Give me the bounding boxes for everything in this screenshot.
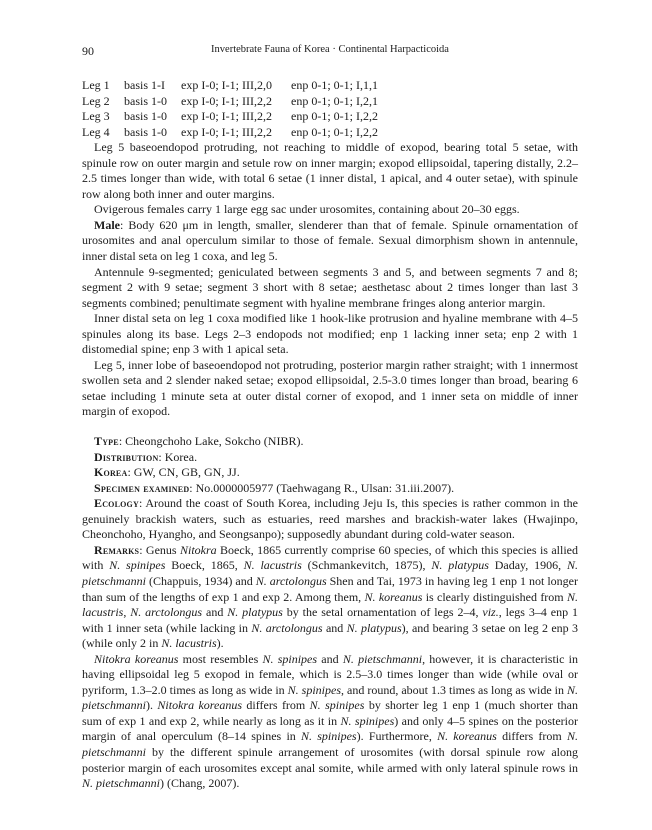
taxon-name: N. spinipes	[301, 729, 357, 744]
text-run: and	[317, 651, 343, 666]
paragraph-leg5-female: Leg 5 baseoendopod protruding, not reaching to middle of exopod, bearing total 5 setae, with spinule row on outer margin and setule row on inner margin; exopod ellipsoidal, tapering distally, 2.2–2.5 times longer than wide, with total 6 setae (1 inner distal, 1 apical, and 4 outer setae), with spinule row along both inner and outer margins.	[82, 140, 578, 201]
taxon-name: N. arctolongus	[251, 620, 323, 635]
remarks-paragraph-2	[82, 652, 578, 792]
distribution-label: Distribution	[94, 449, 159, 464]
distribution-text: : Korea.	[158, 449, 198, 464]
paragraph-leg5-male: Leg 5, inner lobe of baseoendopod not protruding, posterior margin rather straight; with 1 innermost swollen seta and 2 slender naked setae; exopod ellipsoidal, 2.5-3.0 times longer than broad, bearing 6 setae including 1 minute seta at outer distal corner of exopod, and 1 inner seta on middle of inner margin of exopod.	[82, 357, 578, 419]
taxon-name: N. lacustris	[243, 558, 302, 573]
taxon-name: N. koreanus	[437, 729, 497, 744]
taxon-name: viz.	[482, 605, 499, 620]
type-label: Type	[94, 434, 119, 449]
type-line	[82, 434, 578, 450]
taxon-name: N. pietschmanni	[82, 558, 579, 588]
korea-text: : GW, CN, GB, GN, JJ.	[127, 465, 240, 480]
leg-cell-basis: basis 1-0	[124, 93, 167, 108]
leg-cell-enp: enp 0-1; 0-1; I,1,1	[291, 78, 378, 92]
taxon-name: N. spinipes	[309, 698, 365, 713]
taxon-name: N. platypus	[431, 558, 489, 573]
taxon-name: N. pietschmanni	[82, 729, 578, 759]
text-run: ) (Chang, 2007).	[160, 776, 240, 791]
taxon-name: Nitokra koreanus	[157, 698, 243, 713]
text-run: by shorter leg 1 enp 1 (much shorter than sum of exp 1 and exp 2, while nearly as long as it in	[82, 698, 578, 728]
text-run: ).	[146, 698, 158, 713]
leg-cell-enp: enp 0-1; 0-1; I,2,2	[291, 124, 378, 139]
paragraph-inner-distal-seta: Inner distal seta on leg 1 coxa modified like 1 hook-like protrusion and hyaline membrane with 4–5 spinules along its base. Legs 2–3 endopods not modified; enp 1 lacking inner seta; enp 2 with 1 distomedial spine; enp 3 with 1 apical seta.	[82, 311, 578, 357]
paragraph-antennule: Antennule 9-segmented; geniculated between segments 3 and 5, and between segments 7 and 8; segment 2 with 9 setae; segment 3 short with 8 setae; aesthetasc about 2 times longer than last 3 segments combined; penultimate segment with hyaline membrane fringes along anterior margin.	[82, 264, 578, 310]
leg-cell-leg: Leg 1	[82, 78, 110, 92]
leg-cell-exp: exp I-0; I-1; III,2,2	[181, 124, 272, 139]
text-run: ,	[123, 605, 131, 620]
text-run: differs from	[496, 729, 567, 744]
taxon-name: N. spinipes	[262, 651, 318, 666]
leg-cell-enp: enp 0-1; 0-1; I,2,1	[291, 93, 378, 108]
text-run: by the setal ornamentation of legs 2–4,	[282, 605, 483, 620]
text-run: (Schmankevitch, 1875),	[301, 558, 432, 573]
taxon-name: N. koreanus	[364, 589, 423, 604]
paragraph-male	[82, 218, 578, 265]
specimen-text: : No.0000005977 (Taehwagang R., Ulsan: 31.iii.2007).	[189, 480, 455, 495]
running-title: Invertebrate Fauna of Korea · Continental Harpacticoida	[211, 44, 449, 55]
leg-row	[82, 78, 578, 94]
leg-cell-leg: Leg 4	[82, 124, 110, 139]
leg-cell-exp: exp I-0; I-1; III,2,2	[181, 93, 272, 108]
korea-line	[82, 465, 578, 481]
leg-armature-table	[82, 78, 578, 140]
taxon-name: N. pietschmanni	[82, 682, 578, 713]
taxon-name: N. spinipes	[287, 682, 341, 697]
leg-row	[82, 109, 578, 125]
text-run: Boeck, 1865,	[165, 558, 244, 573]
text-run: (Chappuis, 1934) and	[146, 573, 256, 588]
text-run: ). Furthermore,	[356, 729, 438, 744]
male-text: : Body 620 μm in length, smaller, slenderer than that of female. Spinule ornamentation of urosomites and anal operculum similar to those of female. Sexual dimorphism shown in antennule, inner distal seta on leg 1 coxa, and leg 5.	[82, 217, 578, 264]
specimen-line	[82, 481, 578, 497]
taxon-name: N. arctolongus	[255, 573, 327, 588]
text-run: Daday, 1906,	[488, 558, 567, 573]
text-run: ) and only 4–5 spines on the posterior margin of anal operculum (8–14 spines in	[82, 713, 578, 744]
taxon-name: N. arctolongus	[130, 605, 203, 620]
leg-cell-basis: basis 1-I	[124, 78, 165, 92]
ecology-text: : Around the coast of South Korea, including Jeju Is, this species is rather common in the genuinely brackish waters, such as estuaries, reed marshes and brackish-water lakes (Hwajinpo, Cheonchoho, Hyangho, and Seongsanpo); supposedly abundant during cold-water season.	[82, 496, 578, 542]
taxon-name: N. spinipes	[109, 558, 166, 573]
text-run: ).	[216, 636, 224, 651]
leg-row	[82, 94, 578, 110]
distribution-line	[82, 450, 578, 466]
leg-row	[82, 125, 578, 141]
text-run: and	[322, 620, 347, 635]
taxon-name: N. lacustris	[82, 589, 578, 620]
article-body	[82, 78, 578, 792]
text-run: differs from	[242, 698, 310, 713]
taxon-name: N. platypus	[227, 605, 283, 620]
taxon-name: N. platypus	[346, 620, 402, 635]
remarks-label: Remarks	[94, 542, 140, 557]
leg-cell-basis: basis 1-0	[124, 109, 167, 124]
text-run: most resembles	[178, 651, 263, 666]
text-run: ), and bearing 3 setae on leg 2 enp 3 (while only 2 in	[82, 620, 578, 651]
text-run: by the different spinule arrangement of urosomites (with dorsal spinule row along posterior margin of each urosomites except anal somite, while armed with only lateral spinule rows in	[82, 744, 578, 775]
text-run: Shen and Tai, 1973 in having leg 1 enp 1 not longer than sum of the lengths of exp 1 and exp 2. Among them,	[82, 573, 578, 604]
type-text: : Cheongchoho Lake, Sokcho (NIBR).	[118, 434, 304, 449]
specimen-label: Specimen examined	[94, 480, 190, 495]
ecology-label: Ecology	[94, 496, 139, 511]
taxon-name: N. pietschmanni	[342, 651, 423, 666]
leg-cell-exp: exp I-0; I-1; III,2,2	[181, 109, 272, 124]
leg-cell-exp: exp I-0; I-1; III,2,0	[181, 78, 272, 92]
paragraph-ovigerous: Ovigerous females carry 1 large egg sac under urosomites, containing about 20–30 eggs.	[94, 202, 520, 217]
ecology-paragraph	[82, 496, 578, 543]
text-run: , legs 3–4 enp 1 with 1 inner seta (while lacking in	[82, 605, 579, 635]
leg-cell-enp: enp 0-1; 0-1; I,2,2	[291, 109, 378, 124]
taxon-name: N. lacustris	[161, 636, 217, 651]
running-header	[82, 44, 578, 60]
leg-cell-leg: Leg 3	[82, 109, 110, 124]
taxon-name: Nitokra	[179, 542, 217, 557]
korea-label: Korea	[94, 465, 128, 480]
section-gap	[82, 420, 578, 434]
leg-cell-leg: Leg 2	[82, 93, 110, 108]
text-run: , and round, about 1.3 times as long as wide in	[341, 682, 567, 697]
text-run: Boeck, 1865 currently comprise 60 species, of which this species is allied with	[82, 542, 579, 573]
text-run: : Genus	[139, 542, 180, 557]
taxon-name: Nitokra koreanus	[94, 651, 179, 666]
text-run: is clearly distinguished from	[422, 589, 567, 604]
text-run: and	[202, 605, 228, 620]
text-run: , however, it is characteristic in having ellipsoidal leg 5 exopod in female, which is 2.5–3.0 times longer than wide (while oval or pyriform, 1.3–2.0 times as long as wide in	[82, 651, 579, 697]
remarks-paragraph	[82, 543, 578, 652]
leg-cell-basis: basis 1-0	[124, 124, 167, 139]
taxon-name: N. spinipes	[340, 713, 395, 728]
page-number: 90	[82, 44, 94, 58]
taxon-name: N. pietschmanni	[82, 776, 160, 791]
male-heading: Male	[94, 217, 120, 232]
